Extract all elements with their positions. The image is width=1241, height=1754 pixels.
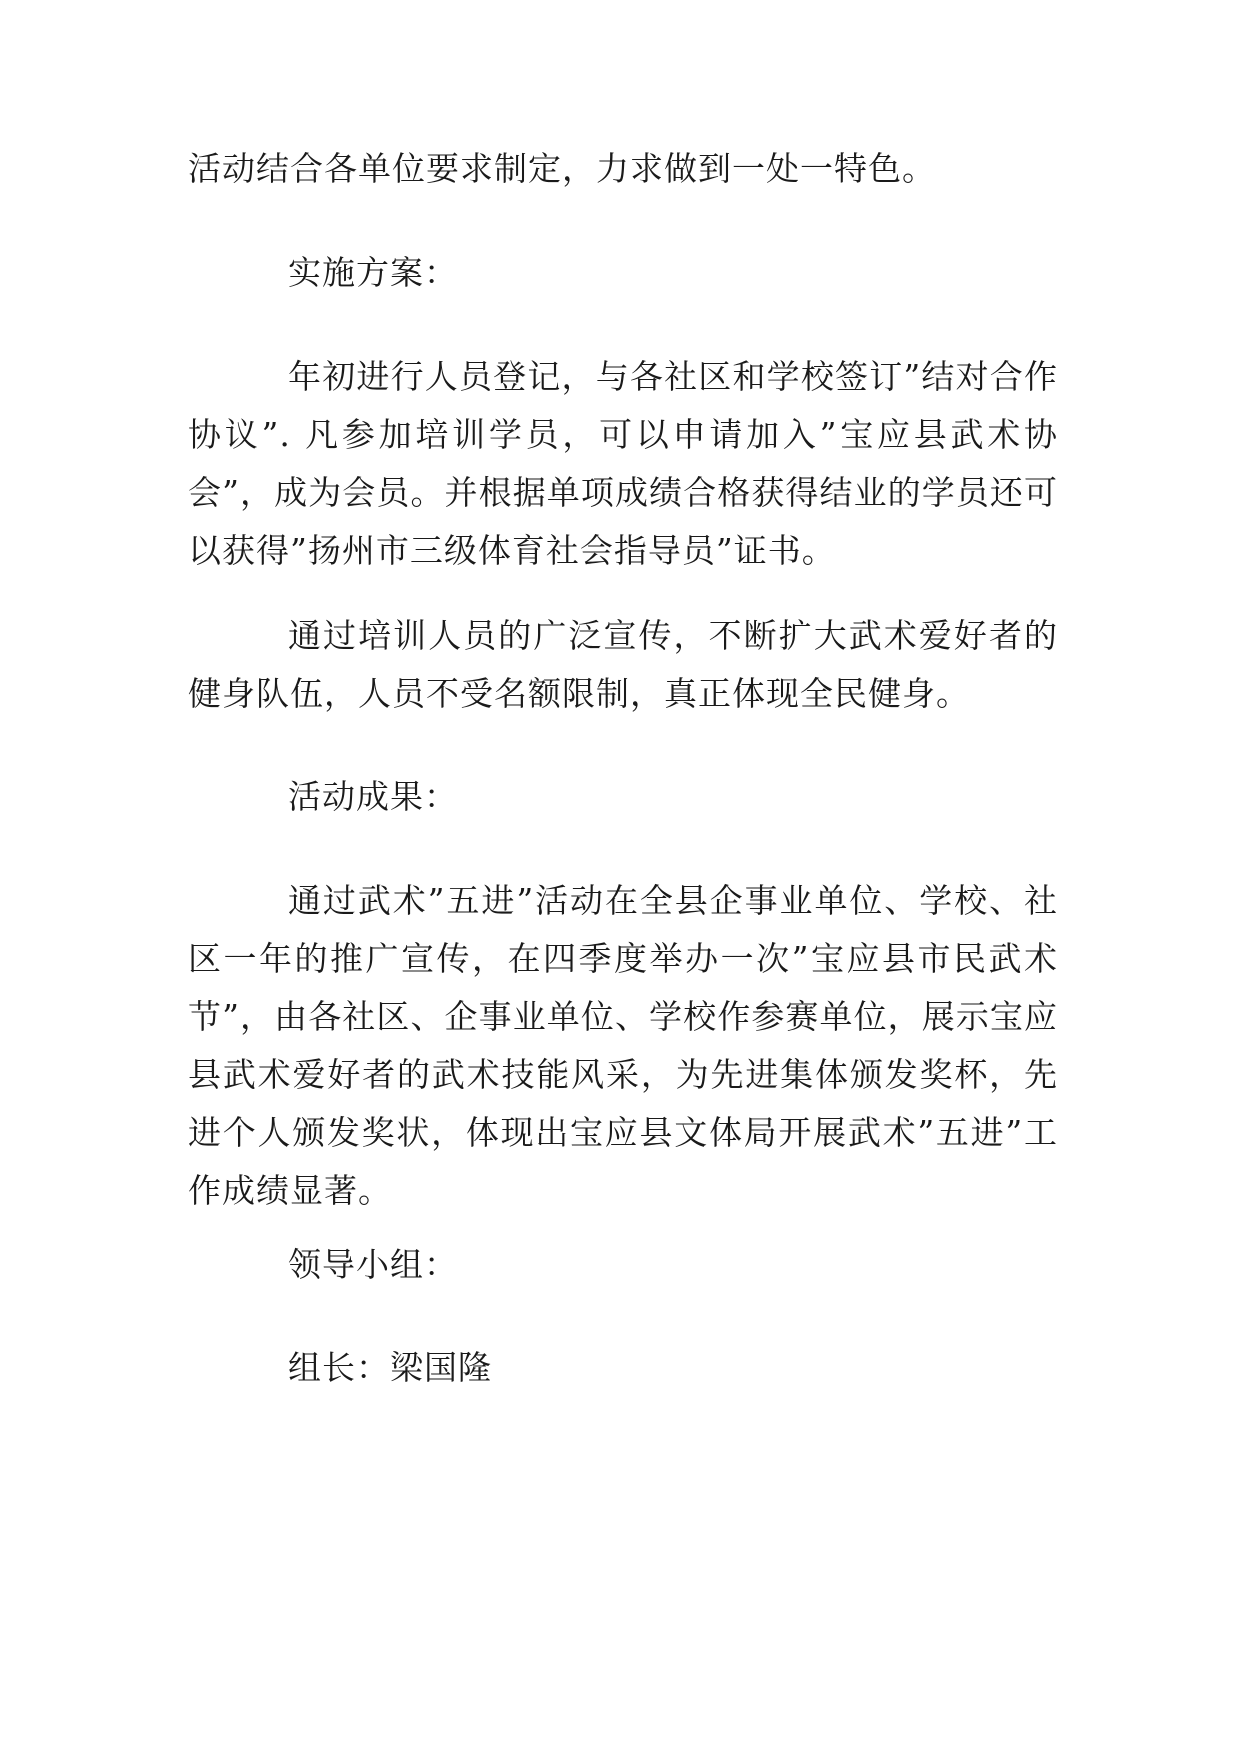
paragraph-publicity: 通过培训人员的广泛宣传，不断扩大武术爱好者的健身队伍，人员不受名额限制，真正体现全民健身。 <box>188 616 1058 713</box>
paragraph-continuation: 活动结合各单位要求制定，力求做到一处一特色。 <box>188 149 936 188</box>
group-leader-line: 组长：梁国隆 <box>288 1348 492 1387</box>
heading-leadership-group: 领导小组： <box>288 1245 458 1284</box>
heading-activity-results: 活动成果： <box>288 777 458 816</box>
heading-implementation-plan: 实施方案： <box>288 253 458 292</box>
paragraph-registration: 年初进行人员登记，与各社区和学校签订”结对合作协议”. 凡参加培训学员，可以申请加入”宝应县武术协会”，成为会员。并根据单项成绩合格获得结业的学员还可以获得”扬州市三级体育社会指导员”证书。 <box>188 357 1058 570</box>
paragraph-results: 通过武术”五进”活动在全县企事业单位、学校、社区一年的推广宣传，在四季度举办一次”宝应县市民武术节”，由各社区、企事业单位、学校作参赛单位，展示宝应县武术爱好者的武术技能风采，为先进集体颁发奖杯，先进个人颁发奖状，体现出宝应县文体局开展武术”五进”工作成绩显著。 <box>188 881 1058 1210</box>
